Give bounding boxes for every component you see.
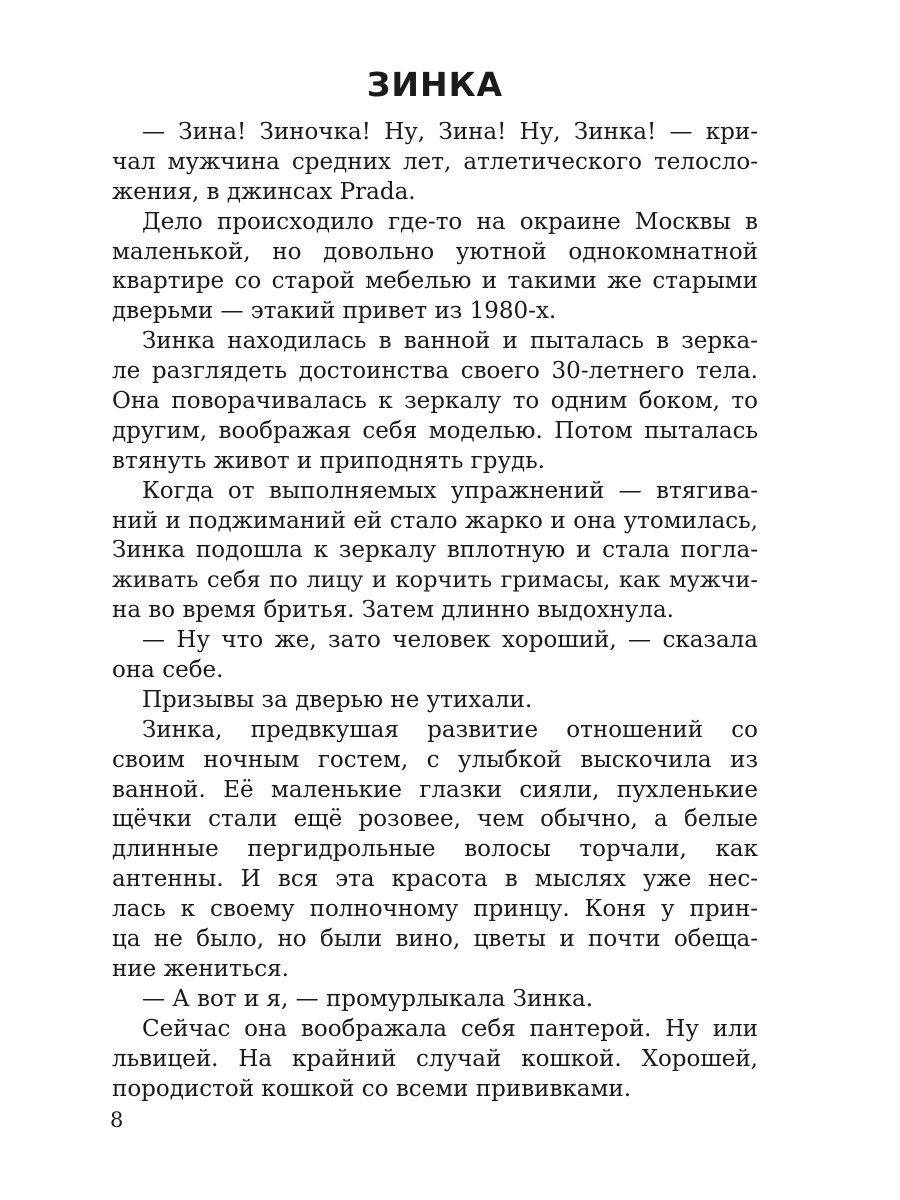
- book-page: [112, 60, 758, 1104]
- paragraph: [112, 1015, 758, 1105]
- text-line: — Зина! Зиночка! Ну, Зина! Ну, Зинка! — кри-: [142, 119, 758, 145]
- text-line: ний и поджиманий ей стало жарко и она утомилась,: [112, 507, 758, 534]
- text-line: ние жениться.: [112, 955, 289, 982]
- paragraph: [112, 716, 758, 985]
- paragraph: [112, 118, 758, 208]
- text-line: щёчки стали ещё розовее, чем обычно, а белые: [112, 806, 758, 833]
- text-line: Зинка, предвкушая развитие отношений со: [142, 716, 758, 743]
- text-line: ца не было, но были вино, цветы и почти обеща-: [112, 926, 758, 953]
- text-line: на во время бритья. Затем длинно выдохнула.: [112, 597, 674, 624]
- paragraph: [112, 985, 758, 1015]
- text-line: львицей. На крайний случай кошкой. Хорошей,: [112, 1045, 758, 1072]
- text-line: ле разглядеть достоинства своего 30-летнего тела.: [112, 358, 758, 385]
- paragraph: [112, 626, 758, 686]
- text-line: своим ночным гостем, с улыбкой выскочила из: [112, 746, 758, 773]
- text-line: квартире со старой мебелью и такими же старыми: [112, 268, 758, 295]
- page-number: 8: [110, 1108, 124, 1132]
- text-line: чал мужчина средних лет, атлетического телосло-: [112, 148, 758, 175]
- text-line: антенны. И вся эта красота в мыслях уже нес-: [112, 866, 758, 893]
- text-line: Зинка находилась в ванной и пыталась в зерка-: [142, 328, 758, 355]
- text-line: Сейчас она воображала себя пантерой. Ну или: [142, 1015, 758, 1042]
- text-line: породистой кошкой со всеми прививками.: [112, 1075, 632, 1102]
- text-line: длинные пергидрольные волосы торчали, как: [112, 836, 758, 863]
- text-line: Призывы за дверью не утихали.: [142, 686, 533, 713]
- chapter-title: ЗИНКА: [366, 65, 504, 104]
- text-line: она себе.: [112, 657, 224, 684]
- text-line: — Ну что же, зато человек хороший, — сказала: [142, 627, 758, 654]
- text-line: дверьми — этакий привет из 1980-х.: [112, 298, 557, 325]
- text-line: Она поворачивалась к зеркалу то одним боком, то: [112, 388, 758, 415]
- text-line: живать себя по лицу и корчить гримасы, как мужчи-: [112, 567, 758, 594]
- text-line: Зинка подошла к зеркалу вплотную и стала погла-: [112, 537, 758, 564]
- text-line: — А вот и я, — промурлыкала Зинка.: [142, 985, 594, 1012]
- paragraph: [112, 327, 758, 476]
- text-line: втянуть живот и приподнять грудь.: [112, 447, 545, 474]
- paragraph: [112, 208, 758, 328]
- text-line: лась к своему полночному принцу. Коня у прин-: [112, 896, 758, 923]
- text-line: маленькой, но довольно уютной однокомнатной: [112, 238, 758, 265]
- text-line: ванной. Её маленькие глазки сияли, пухленькие: [112, 776, 758, 803]
- text-line: Дело происходило где-то на окраине Москвы в: [142, 208, 758, 235]
- text-line: Когда от выполняемых упражнений — втягива-: [142, 477, 758, 504]
- text-line: жения, в джинсах Prada.: [112, 178, 416, 205]
- paragraph: [112, 686, 758, 716]
- chapter-text: [112, 118, 758, 1104]
- text-line: другим, воображая себя моделью. Потом пыталась: [112, 417, 758, 444]
- paragraph: [112, 477, 758, 626]
